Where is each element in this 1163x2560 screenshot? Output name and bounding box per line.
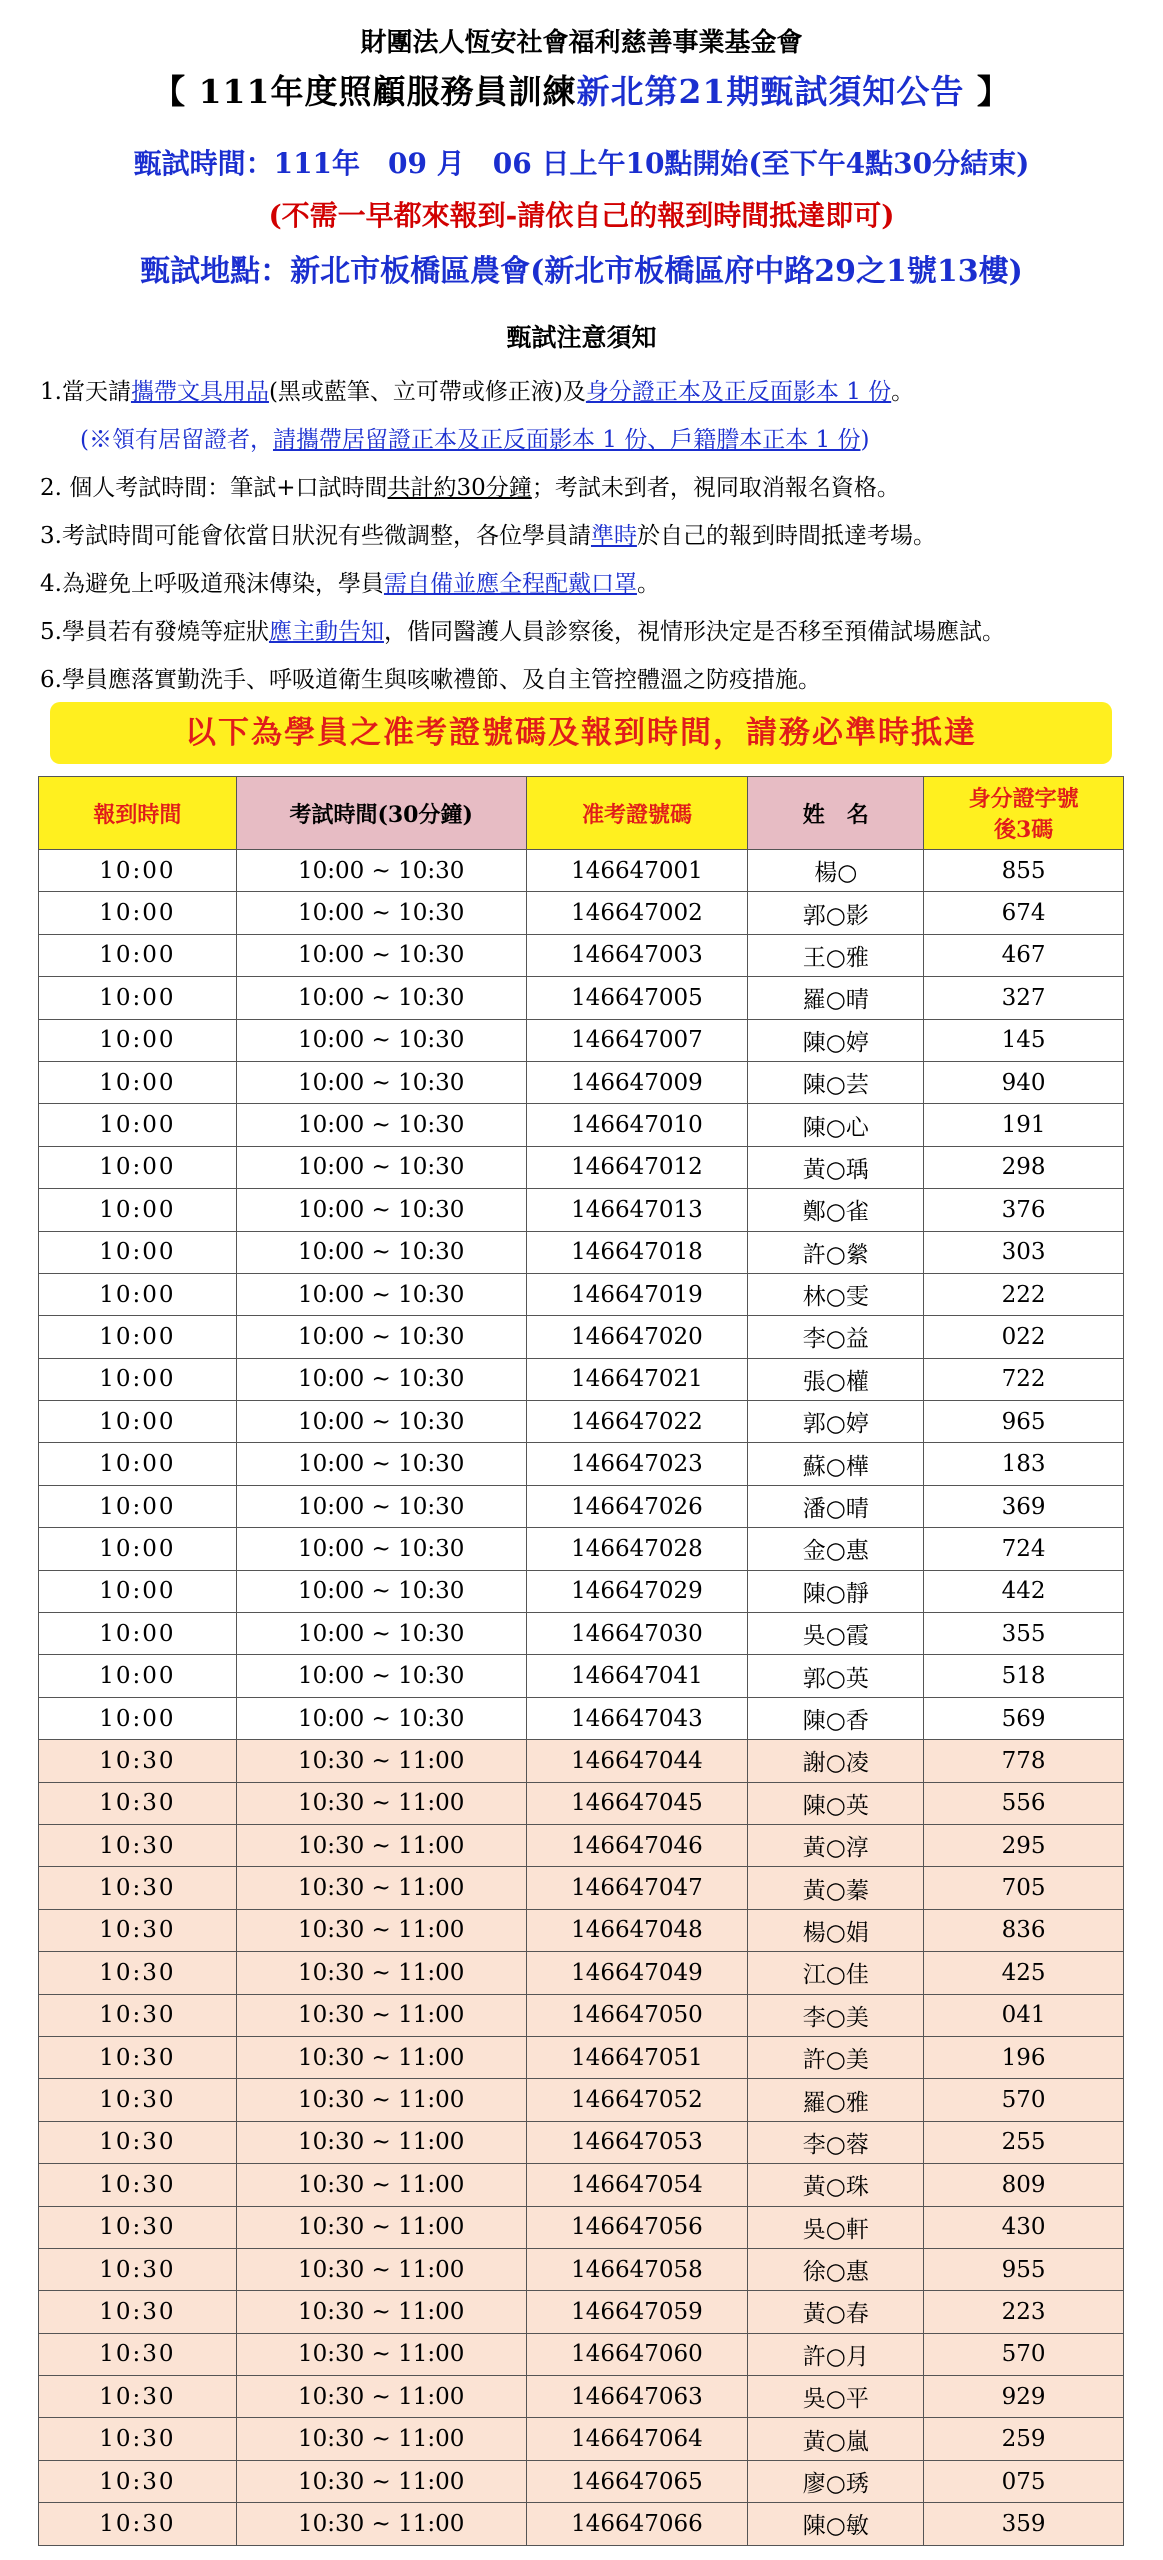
cell-checkin-time: 10:00: [39, 1697, 237, 1739]
cell-checkin-time: 10:00: [39, 1570, 237, 1612]
rule-1-end: 。: [891, 379, 915, 405]
cell-id-last3: 196: [924, 2036, 1124, 2078]
cell-checkin-time: 10:30: [39, 1824, 237, 1866]
header-name: 姓 名: [748, 777, 924, 850]
cell-id-last3: 259: [924, 2418, 1124, 2460]
cell-id-last3: 965: [924, 1401, 1124, 1443]
cell-exam-time: 10:30 ~ 11:00: [236, 2418, 526, 2460]
table-row: [39, 1316, 1124, 1358]
cell-exam-time: 10:30 ~ 11:00: [236, 1740, 526, 1782]
cell-id-last3: 518: [924, 1655, 1124, 1697]
cell-ticket-number: 146647053: [526, 2121, 748, 2163]
cell-name: 王○雅: [748, 934, 924, 976]
table-row: [39, 1401, 1124, 1443]
rule-1: [40, 368, 1150, 416]
table-row: [39, 1570, 1124, 1612]
cell-checkin-time: 10:30: [39, 1909, 237, 1951]
table-row: [39, 1231, 1124, 1273]
cell-checkin-time: 10:30: [39, 2333, 237, 2375]
cell-id-last3: 359: [924, 2503, 1124, 2545]
cell-id-last3: 556: [924, 1782, 1124, 1824]
table-row: [39, 2079, 1124, 2121]
rule-4-end: 。: [636, 571, 660, 597]
table-row: [39, 2248, 1124, 2290]
cell-exam-time: 10:30 ~ 11:00: [236, 1782, 526, 1824]
cell-ticket-number: 146647063: [526, 2376, 748, 2418]
cell-checkin-time: 10:30: [39, 2503, 237, 2545]
cell-ticket-number: 146647012: [526, 1146, 748, 1188]
cell-id-last3: 955: [924, 2248, 1124, 2290]
rule-2-end: ；考試未到者，視同取消報名資格。: [531, 475, 900, 501]
cell-name: 郭○影: [748, 892, 924, 934]
rule-5: [40, 608, 1150, 656]
cell-exam-time: 10:30 ~ 11:00: [236, 2079, 526, 2121]
notice-rules: [40, 368, 1150, 704]
cell-name: 徐○惠: [748, 2248, 924, 2290]
cell-checkin-time: 10:00: [39, 1146, 237, 1188]
cell-checkin-time: 10:00: [39, 1613, 237, 1655]
table-row: [39, 934, 1124, 976]
cell-ticket-number: 146647051: [526, 2036, 748, 2078]
cell-checkin-time: 10:00: [39, 1231, 237, 1273]
cell-checkin-time: 10:00: [39, 1358, 237, 1400]
cell-name: 黃○春: [748, 2291, 924, 2333]
cell-name: 黃○蓁: [748, 1867, 924, 1909]
cell-id-last3: 778: [924, 1740, 1124, 1782]
rule-2-text: 2. 個人考試時間：筆試+口試時間: [40, 475, 388, 501]
cell-ticket-number: 146647060: [526, 2333, 748, 2375]
cell-exam-time: 10:30 ~ 11:00: [236, 2036, 526, 2078]
table-row: [39, 1824, 1124, 1866]
cell-name: 陳○敏: [748, 2503, 924, 2545]
table-row: [39, 1061, 1124, 1103]
table-row: [39, 892, 1124, 934]
cell-ticket-number: 146647009: [526, 1061, 748, 1103]
cell-exam-time: 10:00 ~ 10:30: [236, 1528, 526, 1570]
cell-checkin-time: 10:00: [39, 1485, 237, 1527]
table-row: [39, 2121, 1124, 2163]
cell-exam-time: 10:30 ~ 11:00: [236, 2121, 526, 2163]
cell-name: 陳○婷: [748, 1019, 924, 1061]
cell-id-last3: 369: [924, 1485, 1124, 1527]
header-checkin-time: 報到時間: [39, 777, 237, 850]
cell-name: 郭○婷: [748, 1401, 924, 1443]
cell-checkin-time: 10:00: [39, 1401, 237, 1443]
rule-5-end: ，偕同醫護人員診察後，視情形決定是否移至預備試場應試。: [383, 619, 1005, 645]
cell-ticket-number: 146647003: [526, 934, 748, 976]
cell-checkin-time: 10:30: [39, 2418, 237, 2460]
table-row: [39, 1146, 1124, 1188]
cell-id-last3: 809: [924, 2164, 1124, 2206]
header-ticket-number: 准考證號碼: [526, 777, 748, 850]
cell-exam-time: 10:00 ~ 10:30: [236, 1146, 526, 1188]
table-row: [39, 1019, 1124, 1061]
cell-ticket-number: 146647001: [526, 850, 748, 892]
table-row: [39, 1782, 1124, 1824]
cell-name: 許○美: [748, 2036, 924, 2078]
cell-name: 楊○娟: [748, 1909, 924, 1951]
rule-3-end: 於自己的報到時間抵達考場。: [636, 523, 936, 549]
cell-ticket-number: 146647050: [526, 1994, 748, 2036]
cell-exam-time: 10:00 ~ 10:30: [236, 1061, 526, 1103]
cell-ticket-number: 146647028: [526, 1528, 748, 1570]
rule-5-report: 應主動告知: [268, 619, 384, 645]
cell-checkin-time: 10:30: [39, 1782, 237, 1824]
cell-id-last3: 722: [924, 1358, 1124, 1400]
rule-1-supplies-detail: (黑或藍筆、立可帶或修正液)及: [268, 379, 586, 405]
header-id-last3: [924, 777, 1124, 850]
cell-checkin-time: 10:00: [39, 1443, 237, 1485]
cell-ticket-number: 146647059: [526, 2291, 748, 2333]
title-bracket-close: 】: [976, 72, 1011, 111]
header-id-line1: 身分證字號: [968, 786, 1079, 812]
cell-exam-time: 10:00 ~ 10:30: [236, 850, 526, 892]
cell-checkin-time: 10:00: [39, 1104, 237, 1146]
table-row: [39, 1740, 1124, 1782]
cell-checkin-time: 10:00: [39, 1019, 237, 1061]
cell-name: 吳○平: [748, 2376, 924, 2418]
cell-exam-time: 10:30 ~ 11:00: [236, 1909, 526, 1951]
cell-ticket-number: 146647052: [526, 2079, 748, 2121]
cell-checkin-time: 10:00: [39, 1273, 237, 1315]
cell-checkin-time: 10:30: [39, 1740, 237, 1782]
cell-ticket-number: 146647013: [526, 1189, 748, 1231]
table-row: [39, 1613, 1124, 1655]
cell-name: 黃○嵐: [748, 2418, 924, 2460]
cell-checkin-time: 10:00: [39, 850, 237, 892]
table-row: [39, 1697, 1124, 1739]
rule-2-duration: 共計約30分鐘: [387, 475, 532, 501]
cell-id-last3: 929: [924, 2376, 1124, 2418]
cell-id-last3: 298: [924, 1146, 1124, 1188]
cell-ticket-number: 146647007: [526, 1019, 748, 1061]
cell-exam-time: 10:00 ~ 10:30: [236, 1273, 526, 1315]
cell-ticket-number: 146647023: [526, 1443, 748, 1485]
cell-exam-time: 10:00 ~ 10:30: [236, 1231, 526, 1273]
table-row: [39, 1655, 1124, 1697]
rule-2: [40, 464, 1150, 512]
table-row: [39, 1358, 1124, 1400]
cell-exam-time: 10:00 ~ 10:30: [236, 1485, 526, 1527]
table-row: [39, 850, 1124, 892]
cell-name: 吳○軒: [748, 2206, 924, 2248]
cell-name: 陳○芸: [748, 1061, 924, 1103]
organization-name: 財團法人恆安社會福利慈善事業基金會: [360, 28, 803, 58]
cell-name: 羅○雅: [748, 2079, 924, 2121]
table-row: [39, 2164, 1124, 2206]
cell-name: 陳○心: [748, 1104, 924, 1146]
cell-checkin-time: 10:00: [39, 1655, 237, 1697]
cell-exam-time: 10:00 ~ 10:30: [236, 1443, 526, 1485]
cell-exam-time: 10:00 ~ 10:30: [236, 1613, 526, 1655]
table-header-row: [39, 777, 1124, 850]
cell-checkin-time: 10:30: [39, 2376, 237, 2418]
rule-3-text: 3.考試時間可能會依當日狀況有些微調整，各位學員請: [40, 523, 591, 549]
cell-checkin-time: 10:00: [39, 1528, 237, 1570]
table-row: [39, 2376, 1124, 2418]
table-row: [39, 977, 1124, 1019]
rule-3-ontime: 準時: [590, 523, 637, 549]
cell-id-last3: 724: [924, 1528, 1124, 1570]
rule-6: 6.學員應落實勤洗手、呼吸道衛生與咳嗽禮節、及自主管控體溫之防疫措施。: [40, 667, 821, 693]
cell-checkin-time: 10:30: [39, 2164, 237, 2206]
cell-checkin-time: 10:30: [39, 2460, 237, 2502]
cell-ticket-number: 146647047: [526, 1867, 748, 1909]
header-id-line2: 後3碼: [993, 817, 1054, 843]
table-row: [39, 2418, 1124, 2460]
cell-exam-time: 10:00 ~ 10:30: [236, 934, 526, 976]
cell-id-last3: 222: [924, 1273, 1124, 1315]
cell-id-last3: 303: [924, 1231, 1124, 1273]
cell-exam-time: 10:30 ~ 11:00: [236, 1824, 526, 1866]
cell-id-last3: 355: [924, 1613, 1124, 1655]
cell-ticket-number: 146647054: [526, 2164, 748, 2206]
cell-exam-time: 10:30 ~ 11:00: [236, 2164, 526, 2206]
arrival-note: (不需一早都來報到-請依自己的報到時間抵達即可): [268, 199, 895, 232]
cell-ticket-number: 146647021: [526, 1358, 748, 1400]
cell-exam-time: 10:30 ~ 11:00: [236, 1952, 526, 1994]
rule-3: [40, 512, 1150, 560]
cell-id-last3: 442: [924, 1570, 1124, 1612]
rule-5-text: 5.學員若有發燒等症狀: [40, 619, 269, 645]
table-row: [39, 1443, 1124, 1485]
cell-checkin-time: 10:30: [39, 2121, 237, 2163]
cell-ticket-number: 146647044: [526, 1740, 748, 1782]
cell-name: 黃○珠: [748, 2164, 924, 2206]
cell-ticket-number: 146647058: [526, 2248, 748, 2290]
rule-4-text: 4.為避免上呼吸道飛沫傳染，學員: [40, 571, 384, 597]
cell-exam-time: 10:00 ~ 10:30: [236, 1358, 526, 1400]
cell-exam-time: 10:30 ~ 11:00: [236, 2248, 526, 2290]
cell-name: 林○雯: [748, 1273, 924, 1315]
cell-name: 李○益: [748, 1316, 924, 1358]
cell-ticket-number: 146647064: [526, 2418, 748, 2460]
cell-exam-time: 10:30 ~ 11:00: [236, 2206, 526, 2248]
cell-checkin-time: 10:30: [39, 1994, 237, 2036]
cell-name: 陳○靜: [748, 1570, 924, 1612]
cell-id-last3: 430: [924, 2206, 1124, 2248]
table-row: [39, 1909, 1124, 1951]
rule-1-text: 1.當天請: [40, 379, 131, 405]
cell-name: 黃○淳: [748, 1824, 924, 1866]
cell-checkin-time: 10:30: [39, 1867, 237, 1909]
cell-ticket-number: 146647029: [526, 1570, 748, 1612]
cell-ticket-number: 146647048: [526, 1909, 748, 1951]
table-row: [39, 2460, 1124, 2502]
cell-name: 許○縈: [748, 1231, 924, 1273]
page-title: [0, 66, 1163, 113]
cell-id-last3: 295: [924, 1824, 1124, 1866]
cell-id-last3: 836: [924, 1909, 1124, 1951]
cell-exam-time: 10:00 ~ 10:30: [236, 1019, 526, 1061]
cell-id-last3: 327: [924, 977, 1124, 1019]
rule-1-sub-text: (※領有居留證者，: [80, 427, 273, 453]
cell-exam-time: 10:00 ~ 10:30: [236, 1316, 526, 1358]
cell-exam-time: 10:00 ~ 10:30: [236, 1401, 526, 1443]
table-body: [39, 850, 1124, 2546]
cell-checkin-time: 10:00: [39, 892, 237, 934]
cell-name: 蘇○樺: [748, 1443, 924, 1485]
rule-1-sub-docs: 請攜帶居留證正本及正反面影本 1 份、戶籍謄本正本 1 份: [272, 427, 861, 453]
cell-ticket-number: 146647066: [526, 2503, 748, 2545]
cell-name: 許○月: [748, 2333, 924, 2375]
cell-id-last3: 570: [924, 2079, 1124, 2121]
cell-name: 鄭○雀: [748, 1189, 924, 1231]
cell-ticket-number: 146647030: [526, 1613, 748, 1655]
exam-time: 甄試時間：111年 09 月 06 日上午10點開始(至下午4點30分結束): [133, 147, 1030, 180]
table-row: [39, 1104, 1124, 1146]
cell-id-last3: 183: [924, 1443, 1124, 1485]
cell-ticket-number: 146647056: [526, 2206, 748, 2248]
table-row: [39, 1994, 1124, 2036]
cell-exam-time: 10:30 ~ 11:00: [236, 2503, 526, 2545]
cell-ticket-number: 146647065: [526, 2460, 748, 2502]
cell-name: 金○惠: [748, 1528, 924, 1570]
cell-ticket-number: 146647018: [526, 1231, 748, 1273]
cell-name: 張○權: [748, 1358, 924, 1400]
cell-id-last3: 075: [924, 2460, 1124, 2502]
cell-exam-time: 10:00 ~ 10:30: [236, 977, 526, 1019]
cell-checkin-time: 10:30: [39, 1952, 237, 1994]
table-row: [39, 2036, 1124, 2078]
rule-1-id: 身分證正本及正反面影本 1 份: [585, 379, 892, 405]
rule-1-sub-end: ): [860, 427, 870, 453]
cell-id-last3: 855: [924, 850, 1124, 892]
table-row: [39, 1485, 1124, 1527]
schedule-banner: 以下為學員之准考證號碼及報到時間，請務必準時抵達: [50, 702, 1112, 764]
cell-name: 陳○英: [748, 1782, 924, 1824]
cell-id-last3: 569: [924, 1697, 1124, 1739]
cell-exam-time: 10:00 ~ 10:30: [236, 892, 526, 934]
header-exam-time: 考試時間(30分鐘): [236, 777, 526, 850]
table-row: [39, 1189, 1124, 1231]
table-row: [39, 1867, 1124, 1909]
cell-ticket-number: 146647041: [526, 1655, 748, 1697]
cell-ticket-number: 146647046: [526, 1824, 748, 1866]
table-row: [39, 1952, 1124, 1994]
exam-place: 甄試地點：新北市板橋區農會(新北市板橋區府中路29之1號13樓): [140, 254, 1023, 289]
cell-ticket-number: 146647022: [526, 1401, 748, 1443]
schedule-table: [38, 776, 1124, 2546]
rule-4: [40, 560, 1150, 608]
cell-ticket-number: 146647010: [526, 1104, 748, 1146]
cell-checkin-time: 10:00: [39, 1316, 237, 1358]
cell-ticket-number: 146647002: [526, 892, 748, 934]
cell-exam-time: 10:00 ~ 10:30: [236, 1697, 526, 1739]
table-row: [39, 2206, 1124, 2248]
cell-id-last3: 674: [924, 892, 1124, 934]
cell-exam-time: 10:00 ~ 10:30: [236, 1655, 526, 1697]
table-row: [39, 2291, 1124, 2333]
cell-exam-time: 10:30 ~ 11:00: [236, 2291, 526, 2333]
table-row: [39, 1528, 1124, 1570]
title-session: 新北第21期甄試須知公告: [576, 72, 965, 111]
cell-id-last3: 425: [924, 1952, 1124, 1994]
cell-ticket-number: 146647019: [526, 1273, 748, 1315]
cell-ticket-number: 146647045: [526, 1782, 748, 1824]
cell-exam-time: 10:00 ~ 10:30: [236, 1104, 526, 1146]
table-row: [39, 1273, 1124, 1315]
cell-checkin-time: 10:30: [39, 2291, 237, 2333]
cell-name: 李○蓉: [748, 2121, 924, 2163]
cell-name: 陳○香: [748, 1697, 924, 1739]
cell-ticket-number: 146647043: [526, 1697, 748, 1739]
cell-name: 黃○瑀: [748, 1146, 924, 1188]
cell-checkin-time: 10:30: [39, 2036, 237, 2078]
cell-name: 江○佳: [748, 1952, 924, 1994]
cell-exam-time: 10:30 ~ 11:00: [236, 2376, 526, 2418]
cell-name: 羅○晴: [748, 977, 924, 1019]
table-row: [39, 2503, 1124, 2545]
notice-heading: 甄試注意須知: [506, 323, 657, 352]
title-program: 111年度照顧服務員訓練: [198, 72, 577, 111]
title-bracket-open: 【: [152, 72, 187, 111]
cell-name: 潘○晴: [748, 1485, 924, 1527]
cell-name: 李○美: [748, 1994, 924, 2036]
cell-id-last3: 022: [924, 1316, 1124, 1358]
cell-name: 郭○英: [748, 1655, 924, 1697]
cell-exam-time: 10:30 ~ 11:00: [236, 2333, 526, 2375]
cell-name: 吳○霞: [748, 1613, 924, 1655]
cell-name: 謝○凌: [748, 1740, 924, 1782]
cell-checkin-time: 10:00: [39, 1061, 237, 1103]
cell-checkin-time: 10:30: [39, 2079, 237, 2121]
rule-1-sub: [40, 416, 1150, 464]
cell-name: 楊○: [748, 850, 924, 892]
cell-exam-time: 10:30 ~ 11:00: [236, 2460, 526, 2502]
cell-exam-time: 10:00 ~ 10:30: [236, 1570, 526, 1612]
cell-checkin-time: 10:00: [39, 934, 237, 976]
cell-exam-time: 10:30 ~ 11:00: [236, 1867, 526, 1909]
cell-checkin-time: 10:00: [39, 1189, 237, 1231]
cell-exam-time: 10:00 ~ 10:30: [236, 1189, 526, 1231]
cell-ticket-number: 146647020: [526, 1316, 748, 1358]
cell-checkin-time: 10:00: [39, 977, 237, 1019]
cell-id-last3: 191: [924, 1104, 1124, 1146]
rule-1-supplies: 攜帶文具用品: [130, 379, 269, 405]
cell-id-last3: 940: [924, 1061, 1124, 1103]
cell-id-last3: 376: [924, 1189, 1124, 1231]
cell-id-last3: 570: [924, 2333, 1124, 2375]
cell-id-last3: 041: [924, 1994, 1124, 2036]
cell-id-last3: 145: [924, 1019, 1124, 1061]
table-row: [39, 2333, 1124, 2375]
cell-checkin-time: 10:30: [39, 2206, 237, 2248]
cell-id-last3: 705: [924, 1867, 1124, 1909]
cell-ticket-number: 146647026: [526, 1485, 748, 1527]
cell-ticket-number: 146647049: [526, 1952, 748, 1994]
rule-4-mask: 需自備並應全程配戴口罩: [383, 571, 637, 597]
cell-exam-time: 10:30 ~ 11:00: [236, 1994, 526, 2036]
cell-id-last3: 467: [924, 934, 1124, 976]
cell-id-last3: 223: [924, 2291, 1124, 2333]
cell-checkin-time: 10:30: [39, 2248, 237, 2290]
cell-id-last3: 255: [924, 2121, 1124, 2163]
cell-ticket-number: 146647005: [526, 977, 748, 1019]
cell-name: 廖○琇: [748, 2460, 924, 2502]
